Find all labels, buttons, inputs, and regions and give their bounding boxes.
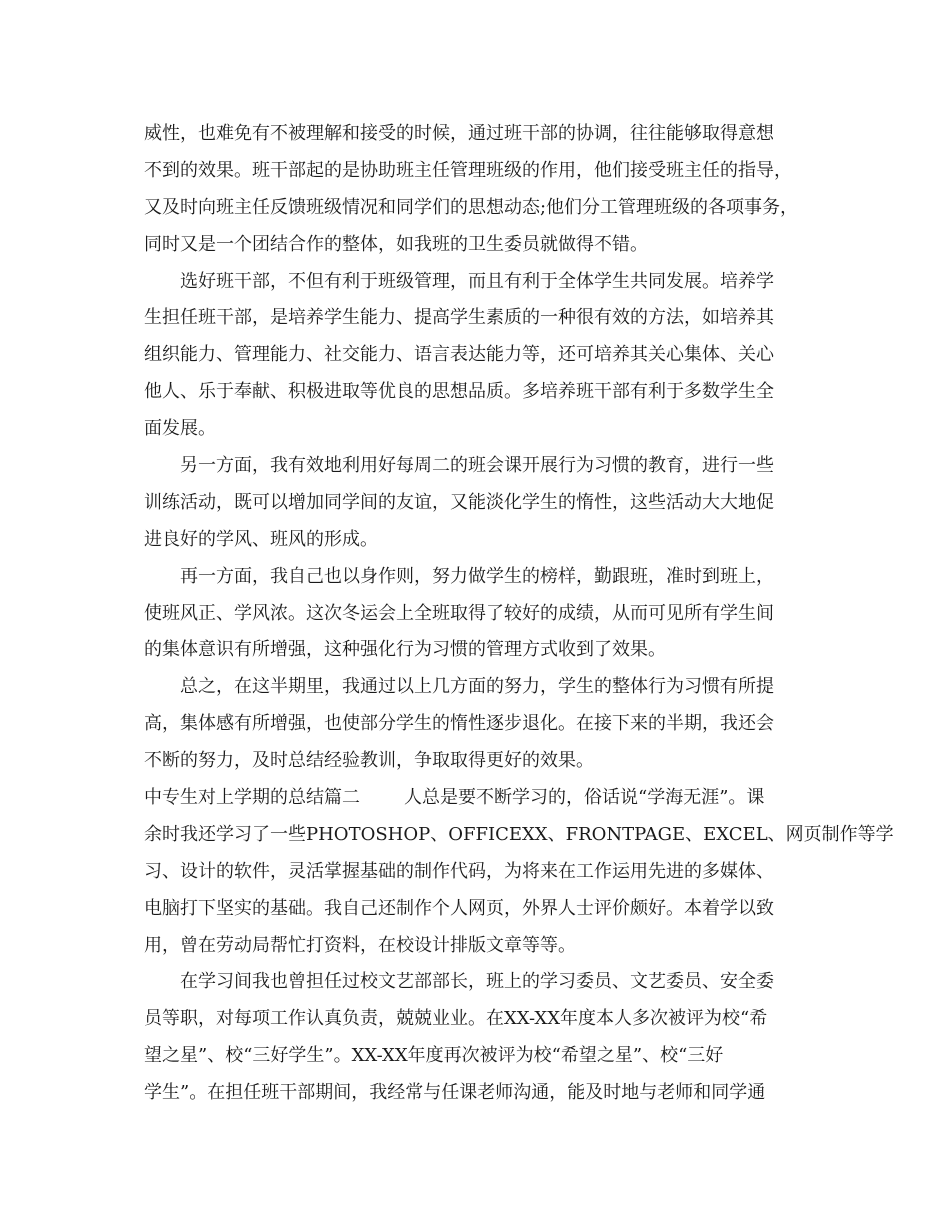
document-body xyxy=(144,116,894,1112)
text-line: 再一方面，我自己也以身作则，努力做学生的榜样，勤跟班，准时到班上， xyxy=(180,565,774,587)
paragraph-class-meeting xyxy=(144,448,824,559)
text-line: 员等职，对每项工作认真负责，兢兢业业。在XX-XX年度本人多次被评为校“希 xyxy=(144,1008,768,1030)
text-line: 威性，也难免有不被理解和接受的时候，通过班干部的协调，往往能够取得意想 xyxy=(144,123,774,144)
text-line: 又及时向班主任反馈班级情况和同学们的思想动态;他们分工管理班级的各项事务， xyxy=(144,196,799,218)
text-line: 高，集体感有所增强，也使部分学生的惰性逐步退化。在接下来的半期，我还会 xyxy=(144,713,774,735)
text-line: 电脑打下坚实的基础。我自己还制作个人网页，外界人士评价颇好。本着学以致 xyxy=(144,897,774,919)
paragraph-school-roles xyxy=(144,964,824,1112)
text-line: 望之星”、校“三好学生”。XX-XX年度再次被评为校“希望之星”、校“三好 xyxy=(144,1045,724,1067)
paragraph-summary-part-two xyxy=(144,780,894,964)
text-line: 学生”。在担任班干部期间，我经常与任课老师沟通，能及时地与老师和同学通 xyxy=(144,1082,766,1104)
text-line: 面发展。 xyxy=(144,418,216,440)
text-line: 余时我还学习了一些PHOTOSHOP、OFFICEXX、FRONTPAGE、EXCEL、网页制作等学 xyxy=(144,823,894,845)
text-line: 另一方面，我有效地利用好每周二的班会课开展行为习惯的教育，进行一些 xyxy=(180,455,774,477)
section-heading: 中专生对上学期的总结篇二 xyxy=(144,787,360,809)
text-line: 训练活动，既可以增加同学间的友谊，又能淡化学生的惰性，这些活动大大地促 xyxy=(144,491,774,513)
text-line: 选好班干部，不但有利于班级管理，而且有利于全体学生共同发展。培养学 xyxy=(180,270,774,292)
text-line: 总之，在这半期里，我通过以上几方面的努力，学生的整体行为习惯有所提 xyxy=(180,676,774,698)
text-line: 的集体意识有所增强，这种强化行为习惯的管理方式收到了效果。 xyxy=(144,639,666,661)
text-line: 他人、乐于奉献、积极进取等优良的思想品质。多培养班干部有利于多数学生全 xyxy=(144,381,774,403)
paragraph-class-cadre-effect xyxy=(144,116,824,264)
section-first-line: 人总是要不断学习的，俗话说“学海无涯”。课 xyxy=(404,787,765,809)
text-line: 不到的效果。班干部起的是协助班主任管理班级的作用，他们接受班主任的指导， xyxy=(144,159,792,181)
text-line: 在学习间我也曾担任过校文艺部部长，班上的学习委员、文艺委员、安全委 xyxy=(180,971,774,993)
text-line: 同时又是一个团结合作的整体，如我班的卫生委员就做得不错。 xyxy=(144,233,648,255)
text-line: 习、设计的软件，灵活掌握基础的制作代码，为将来在工作运用先进的多媒体、 xyxy=(144,860,774,882)
text-line: 使班风正、学风浓。这次冬运会上全班取得了较好的成绩，从而可见所有学生间 xyxy=(144,602,774,624)
text-line xyxy=(144,780,824,817)
text-line: 生担任班干部，是培养学生能力、提高学生素质的一种很有效的方法，如培养其 xyxy=(144,307,774,329)
text-line: 用，曾在劳动局帮忙打资料，在校设计排版文章等等。 xyxy=(144,934,576,956)
text-line: 组织能力、管理能力、社交能力、语言表达能力等，还可培养其关心集体、关心 xyxy=(144,344,774,366)
paragraph-select-cadres xyxy=(144,264,824,448)
text-line: 进良好的学风、班风的形成。 xyxy=(144,528,378,550)
paragraph-lead-by-example xyxy=(144,559,824,670)
text-line: 不断的努力，及时总结经验教训，争取取得更好的效果。 xyxy=(144,750,594,772)
paragraph-conclusion xyxy=(144,669,824,780)
